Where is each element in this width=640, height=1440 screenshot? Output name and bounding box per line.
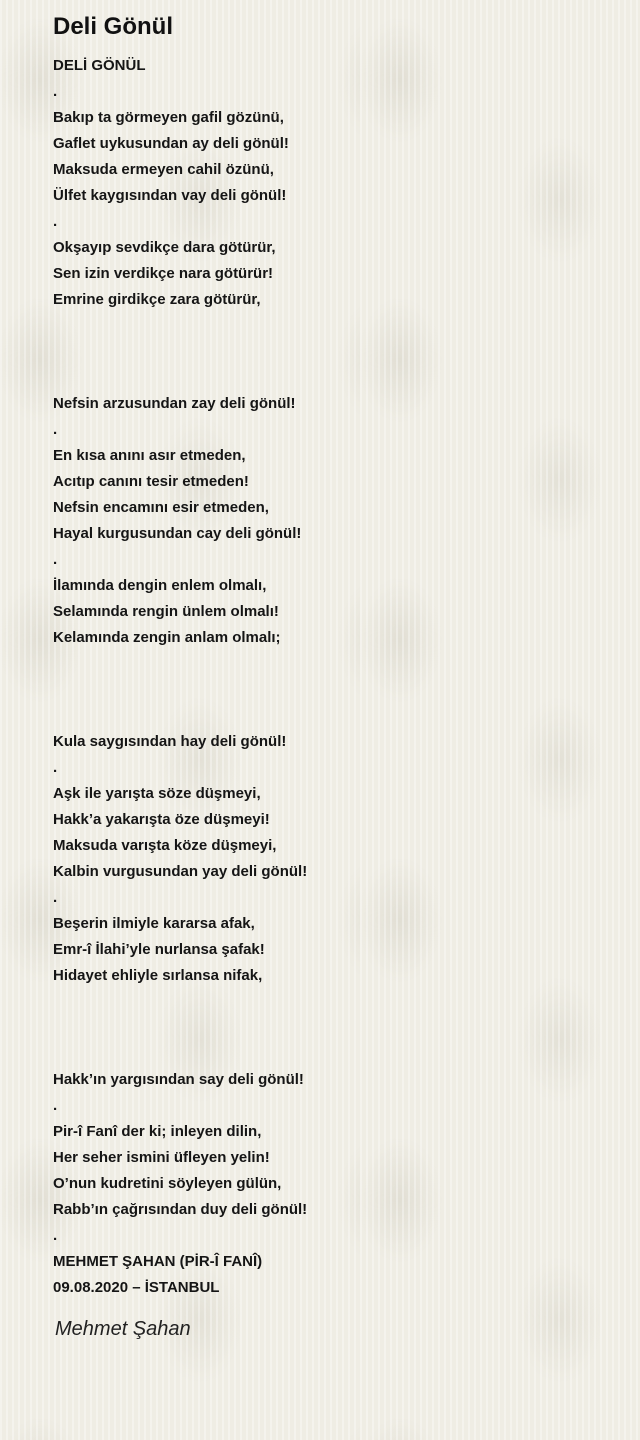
poem-line: En kısa anını asır etmeden,: [53, 447, 246, 464]
poem-line: Her seher ismini üfleyen yelin!: [53, 1149, 270, 1166]
poem-line: Hakk’a yakarışta öze düşmeyi!: [53, 811, 270, 828]
poem-line: DELİ GÖNÜL: [53, 57, 146, 74]
poem-line: İlamında dengin enlem olmalı,: [53, 577, 267, 594]
poem-page: [53, 10, 613, 1343]
poem-line: 09.08.2020 – İSTANBUL: [53, 1279, 220, 1296]
poem-line: .: [53, 759, 58, 776]
poem-line: .: [53, 421, 58, 438]
poem-line: Hakk’ın yargısından say deli gönül!: [53, 1071, 304, 1088]
poem-line: O’nun kudretini söyleyen gülün,: [53, 1175, 282, 1192]
poem-line: Kelamında zengin anlam olmalı;: [53, 629, 281, 646]
poem-line: .: [53, 551, 58, 568]
poem-line: .: [53, 1097, 58, 1114]
poem-line: .: [53, 889, 58, 906]
stanza-gap: [53, 313, 613, 391]
poem-line: Maksuda ermeyen cahil özünü,: [53, 161, 274, 178]
poem-line: Nefsin encamını esir etmeden,: [53, 499, 269, 516]
poem-line: Pir-î Fanî der ki; inleyen dilin,: [53, 1123, 262, 1140]
poem-line: Nefsin arzusundan zay deli gönül!: [53, 395, 296, 412]
poem-line: .: [53, 213, 58, 230]
poem-line: Emrine girdikçe zara götürür,: [53, 291, 261, 308]
poem-line: Kalbin vurgusundan yay deli gönül!: [53, 863, 308, 880]
poem-line: Okşayıp sevdikçe dara götürür,: [53, 239, 276, 256]
poem-line: Ülfet kaygısından vay deli gönül!: [53, 187, 287, 204]
poem-line: Beşerin ilmiyle kararsa afak,: [53, 915, 255, 932]
poem-line: Selamında rengin ünlem olmalı!: [53, 603, 279, 620]
poem-line: Acıtıp canını tesir etmeden!: [53, 473, 249, 490]
poem-line: Sen izin verdikçe nara götürür!: [53, 265, 274, 282]
poem-line: Gaflet uykusundan ay deli gönül!: [53, 135, 289, 152]
poem-line: MEHMET ŞAHAN (PİR-Î FANÎ): [53, 1253, 263, 1270]
poem-line: Emr-î İlahi’yle nurlansa şafak!: [53, 941, 265, 958]
poem-line: Bakıp ta görmeyen gafil gözünü,: [53, 109, 284, 126]
author-signature[interactable]: Mehmet Şahan: [55, 1318, 191, 1340]
poem-title: Deli Gönül: [53, 13, 173, 40]
stanza-gap: [53, 651, 613, 729]
poem-line: Rabb’ın çağrısından duy deli gönül!: [53, 1201, 308, 1218]
poem-line: Kula saygısından hay deli gönül!: [53, 733, 287, 750]
stanza-gap: [53, 989, 613, 1067]
poem-line: Aşk ile yarışta söze düşmeyi,: [53, 785, 261, 802]
poem-line: Hidayet ehliyle sırlansa nifak,: [53, 967, 263, 984]
poem-line: .: [53, 1227, 58, 1244]
poem-line: Maksuda varışta köze düşmeyi,: [53, 837, 277, 854]
poem-body: [53, 53, 613, 1301]
poem-line: .: [53, 83, 58, 100]
poem-line: Hayal kurgusundan cay deli gönül!: [53, 525, 302, 542]
